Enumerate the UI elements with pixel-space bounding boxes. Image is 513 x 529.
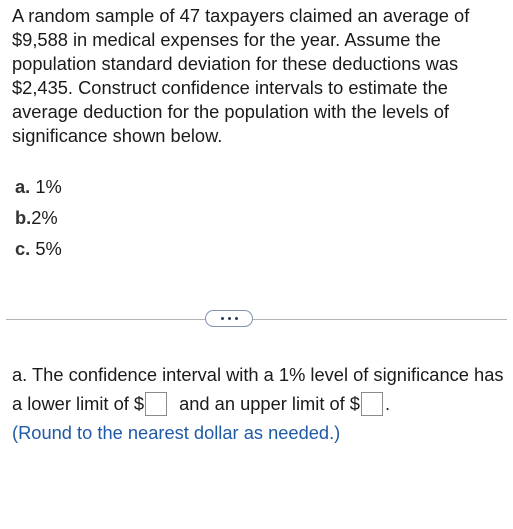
part-letter: c. [15,238,31,259]
section-divider [6,319,507,320]
part-value: 2% [31,207,58,228]
answer-middle: and an upper limit of $ [179,393,360,414]
parts-list [15,171,62,264]
ellipsis-icon [219,317,240,320]
answer-suffix: . [384,393,391,414]
part-value: 1% [35,176,62,197]
rounding-hint: (Round to the nearest dollar as needed.) [12,422,341,443]
part-letter: b. [15,207,32,228]
problem-statement: A random sample of 47 taxpayers claimed an average of $9,588 in medical expenses for the year. Assume the population standard deviation for these deductions was $2,435. Construct confidence intervals to estimate the average deduction for the population with the levels of significance shown below. [12,5,470,146]
part-c [15,233,62,264]
part-value: 5% [35,238,62,259]
part-letter: a. [15,176,31,197]
upper-limit-input[interactable] [361,392,383,416]
answer-section [12,360,504,447]
answer-prefix: a. The confidence interval with a 1% level of significance has a lower limit of $ [12,364,504,414]
part-b [15,202,62,233]
lower-limit-input[interactable] [145,392,167,416]
part-a [15,171,62,202]
expand-more-button[interactable] [205,310,253,327]
